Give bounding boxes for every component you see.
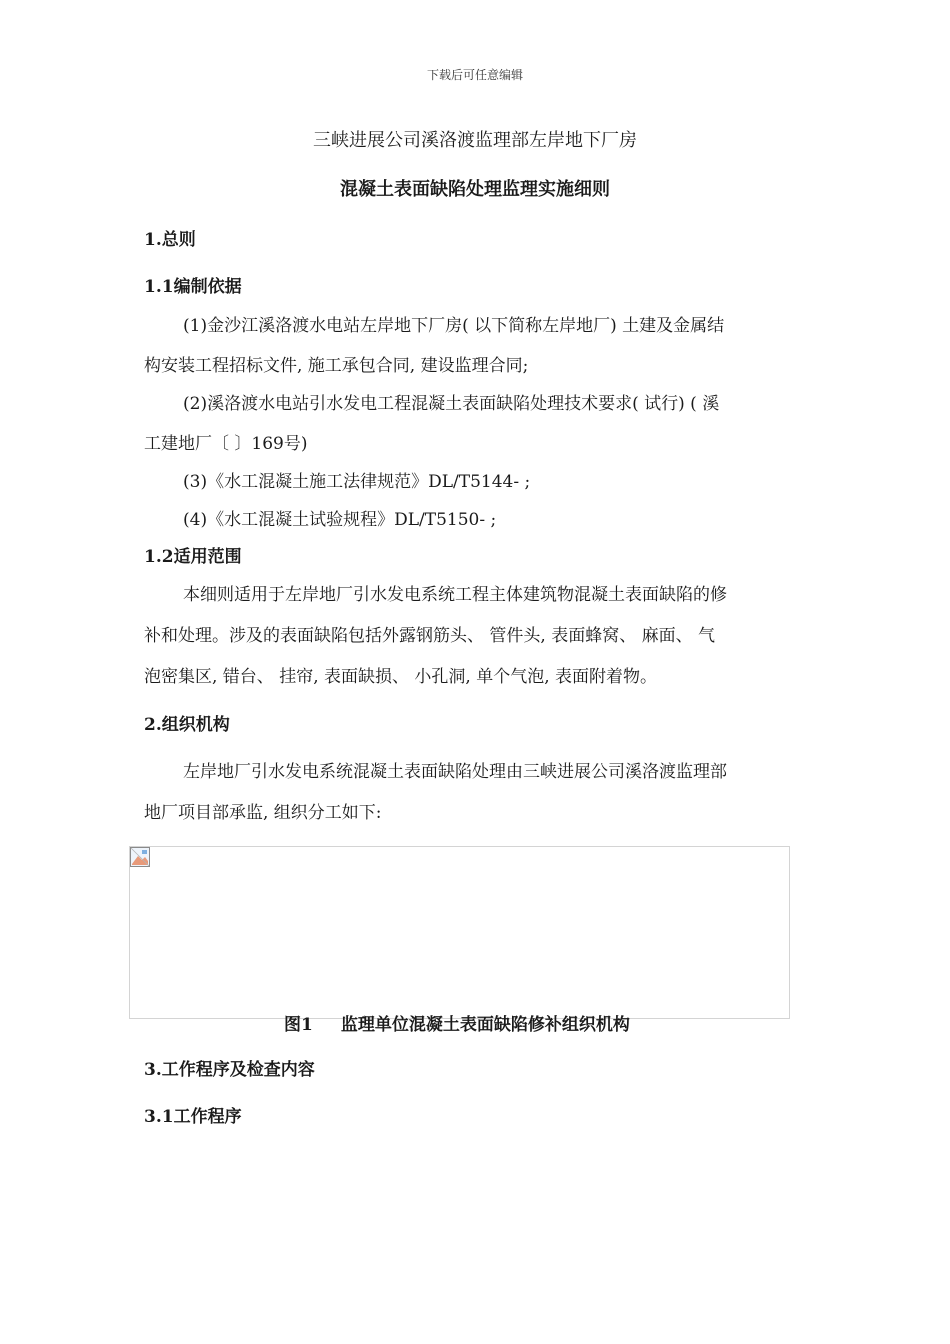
- scope-line-1: 本细则适用于左岸地厂引水发电系统工程主体建筑物混凝土表面缺陷的修: [183, 585, 727, 605]
- basis-item-4: (4)《水工混凝土试验规程》DL/T5150- ;: [183, 510, 497, 530]
- scope-line-3: 泡密集区, 错台、 挂帘, 表面缺损、 小孔洞, 单个气泡, 表面附着物。: [144, 667, 658, 687]
- section-heading-2: 2.组织机构: [144, 715, 230, 735]
- document-title-line1: 三峡进展公司溪洛渡监理部左岸地下厂房: [313, 130, 637, 151]
- org-chart-figure-frame: [129, 846, 790, 1019]
- broken-image-icon: [130, 847, 150, 867]
- section-heading-1-2: 1.2适用范围: [144, 547, 242, 567]
- figure-caption: [284, 1010, 630, 1035]
- basis-item-2-line-1: (2)溪洛渡水电站引水发电工程混凝土表面缺陷处理技术要求( 试行) ( 溪: [183, 394, 720, 414]
- basis-item-1-line-1: (1)金沙江溪洛渡水电站左岸地下厂房( 以下简称左岸地厂) 土建及金属结: [183, 316, 725, 336]
- page-header: 下载后可任意编辑: [426, 68, 523, 82]
- figure-caption-text: 监理单位混凝土表面缺陷修补组织机构: [340, 1015, 630, 1035]
- section-heading-3: 3.工作程序及检查内容: [144, 1060, 315, 1080]
- basis-item-1-line-2: 构安装工程招标文件, 施工承包合同, 建设监理合同;: [144, 356, 529, 376]
- figure-number: 图1: [284, 1015, 313, 1035]
- basis-item-3: (3)《水工混凝土施工法律规范》DL/T5144- ;: [183, 472, 531, 492]
- org-line-1: 左岸地厂引水发电系统混凝土表面缺陷处理由三峡进展公司溪洛渡监理部: [183, 762, 727, 782]
- document-title-line2: 混凝土表面缺陷处理监理实施细则: [340, 179, 610, 200]
- section-heading-1-1: 1.1编制依据: [144, 277, 242, 297]
- basis-item-2-line-2: 工建地厂〔 〕169号): [144, 434, 308, 454]
- scope-line-2: 补和处理。涉及的表面缺陷包括外露钢筋头、 管件头, 表面蜂窝、 麻面、 气: [144, 626, 716, 646]
- org-line-2: 地厂项目部承监, 组织分工如下:: [144, 803, 382, 823]
- section-heading-3-1: 3.1工作程序: [144, 1107, 242, 1127]
- section-heading-1: 1.总则: [144, 230, 196, 250]
